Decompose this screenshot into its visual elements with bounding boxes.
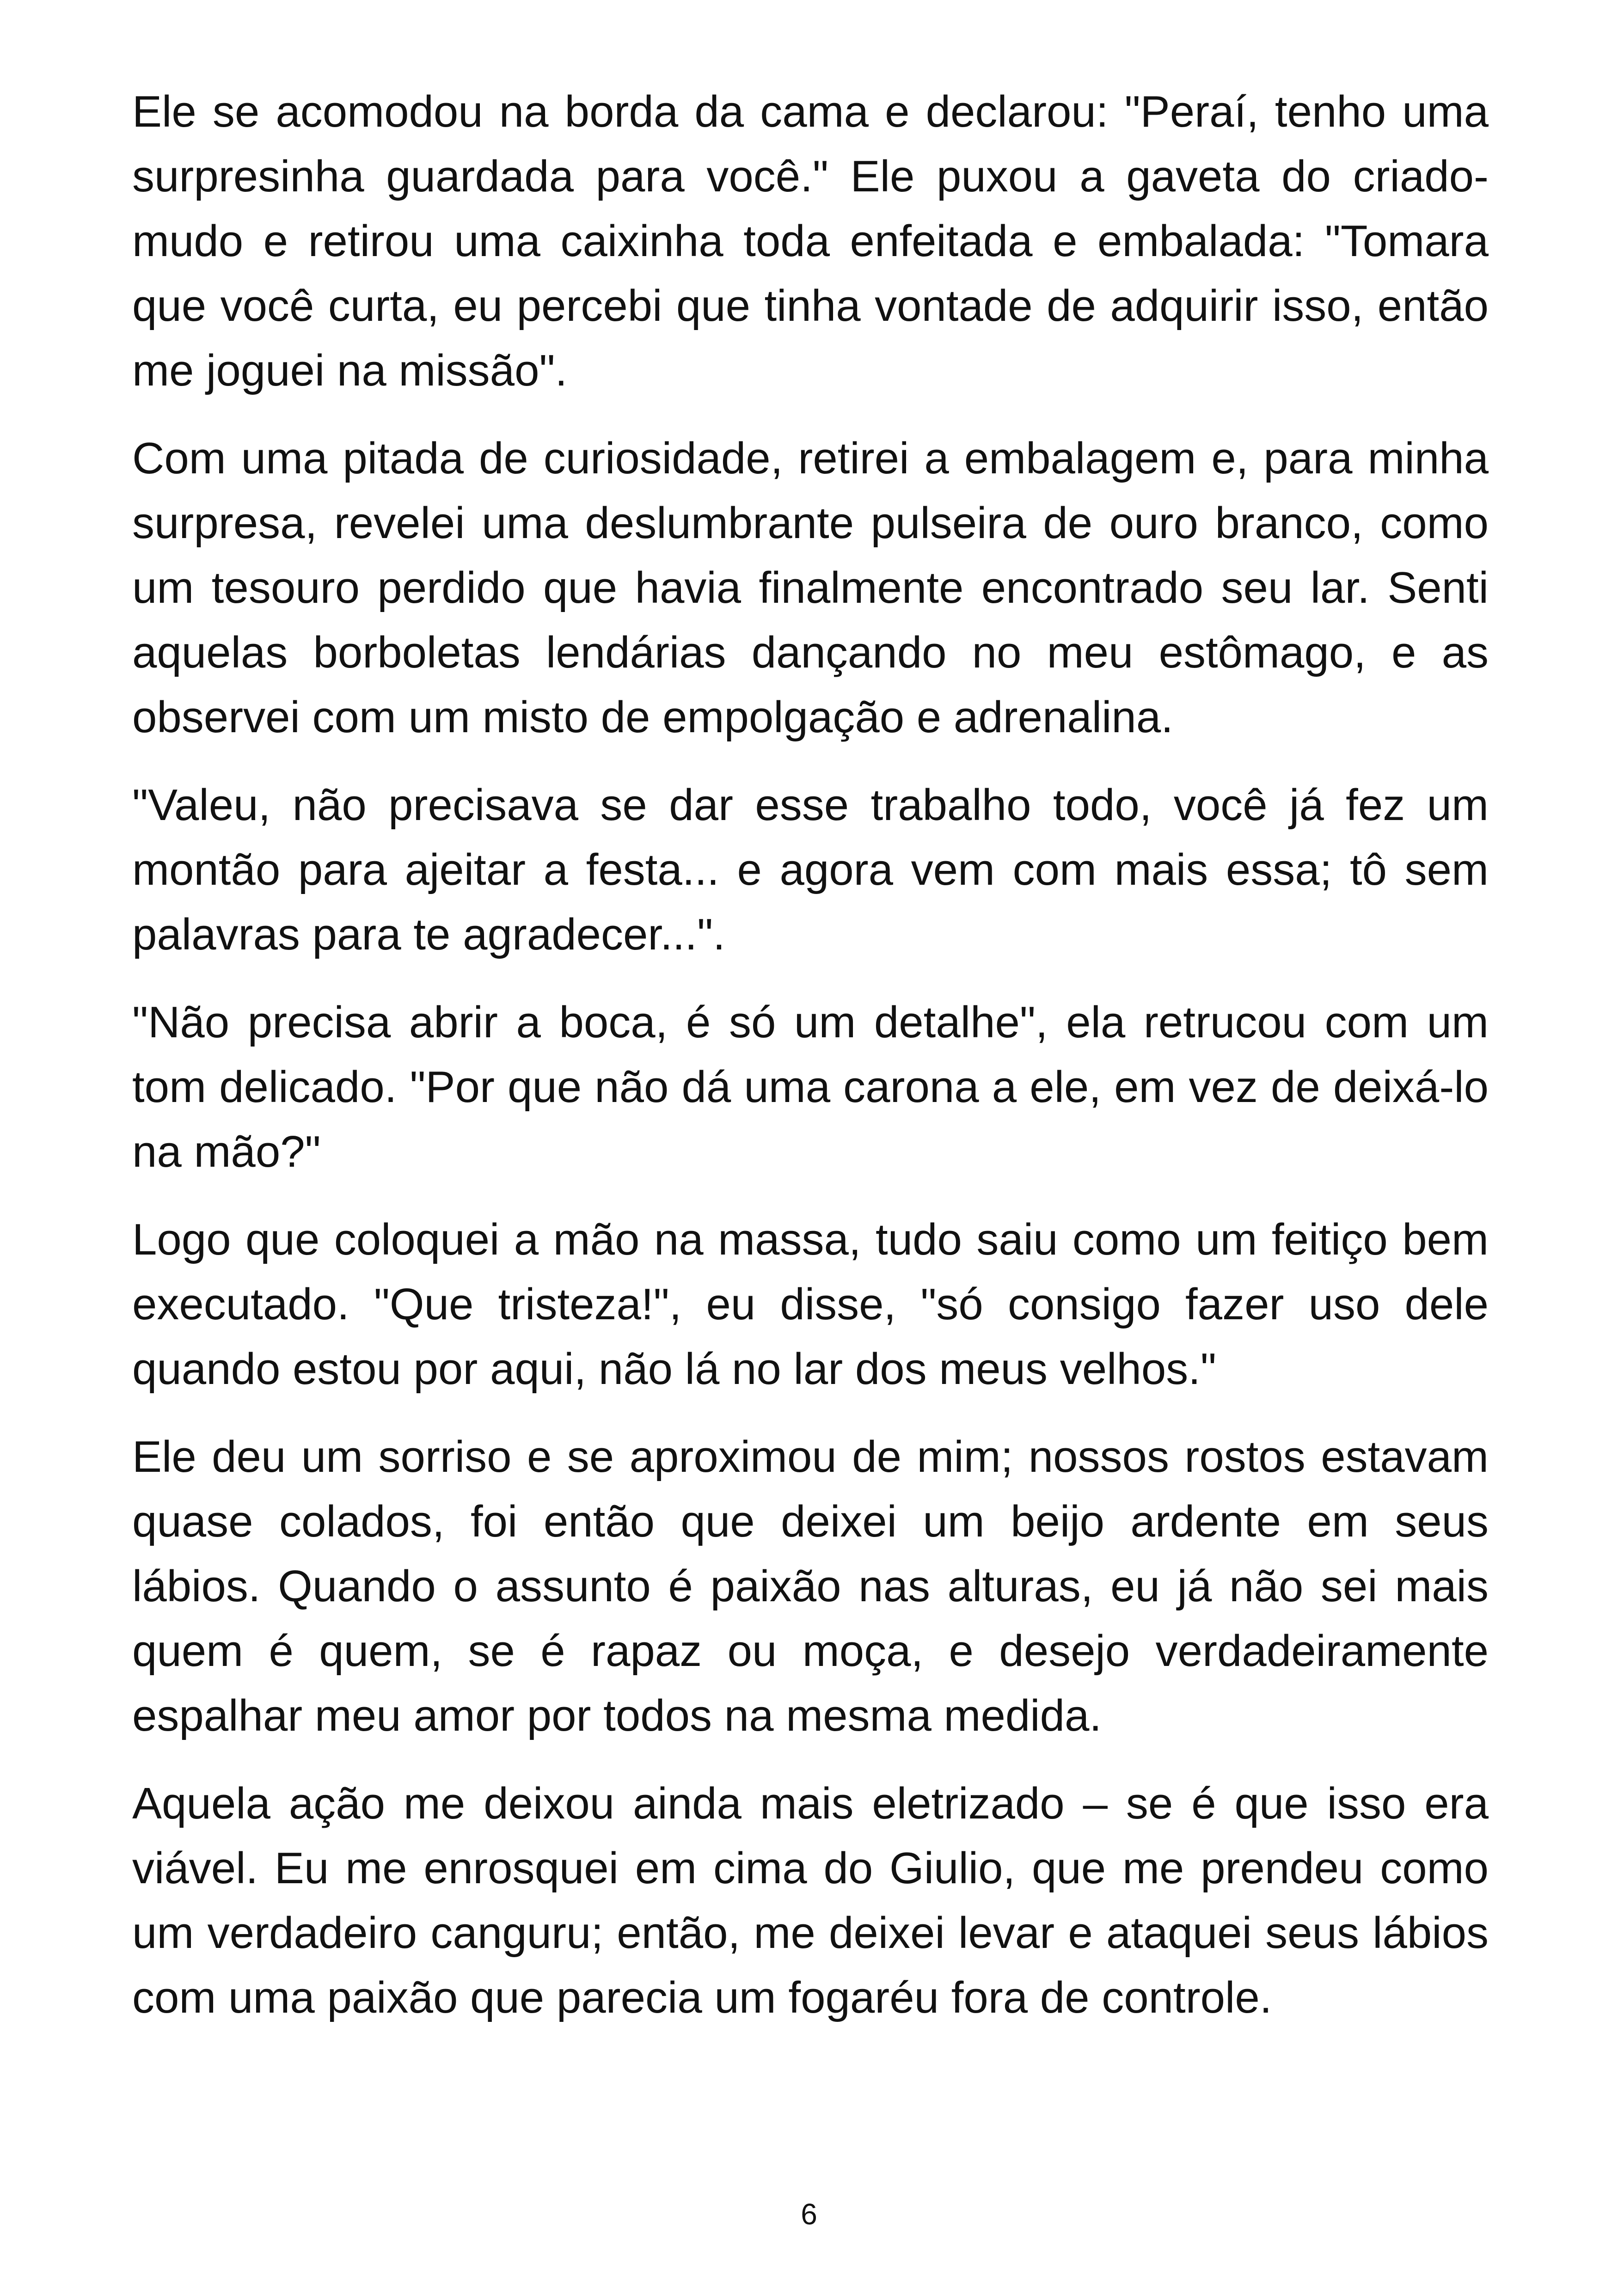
paragraph-6: Ele deu um sorriso e se aproximou de mim; nossos rostos estavam quase colados, foi então que deixei um beijo ardente em seus lábios. Quando o assunto é paixão nas alturas, eu já não sei mais quem é quem, se é rapaz ou moça, e desejo verdadeiramente espalhar meu amor por todos na mesma medida. — [132, 1432, 1489, 1740]
paragraph-4: "Não precisa abrir a boca, é só um detalhe", ela retrucou com um tom delicado. "Por que não dá uma carona a ele, em vez de deixá-lo na mão?" — [132, 998, 1489, 1176]
paragraph-1: Ele se acomodou na borda da cama e declarou: "Peraí, tenho uma surpresinha guardada para você." Ele puxou a gaveta do criado-mudo e retirou uma caixinha toda enfeitada e embalada: "Tomara que você curta, eu percebi que tinha vontade de adquirir isso, então me joguei na missão". — [132, 87, 1489, 395]
paragraph-3: "Valeu, não precisava se dar esse trabalho todo, você já fez um montão para ajeitar a festa... e agora vem com mais essa; tô sem palavras para te agradecer...". — [132, 780, 1489, 959]
paragraph-5: Logo que coloquei a mão na massa, tudo saiu como um feitiço bem executado. "Que tristeza!", eu disse, "só consigo fazer uso dele quando estou por aqui, não lá no lar dos meus velhos." — [132, 1215, 1489, 1394]
paragraph-7: Aquela ação me deixou ainda mais eletrizado – se é que isso era viável. Eu me enrosquei em cima do Giulio, que me prendeu como um verdadeiro canguru; então, me deixei levar e ataquei seus lábios com uma paixão que parecia um fogaréu fora de controle. — [132, 1779, 1489, 2022]
paragraph-2: Com uma pitada de curiosidade, retirei a embalagem e, para minha surpresa, revelei uma deslumbrante pulseira de ouro branco, como um tesouro perdido que havia finalmente encontrado seu lar. Senti aquelas borboletas lendárias dançando no meu estômago, e as observei com um misto de empolgação e adrenalina. — [132, 434, 1489, 742]
page-number: 6 — [801, 2198, 817, 2231]
body-text — [132, 80, 1489, 2053]
